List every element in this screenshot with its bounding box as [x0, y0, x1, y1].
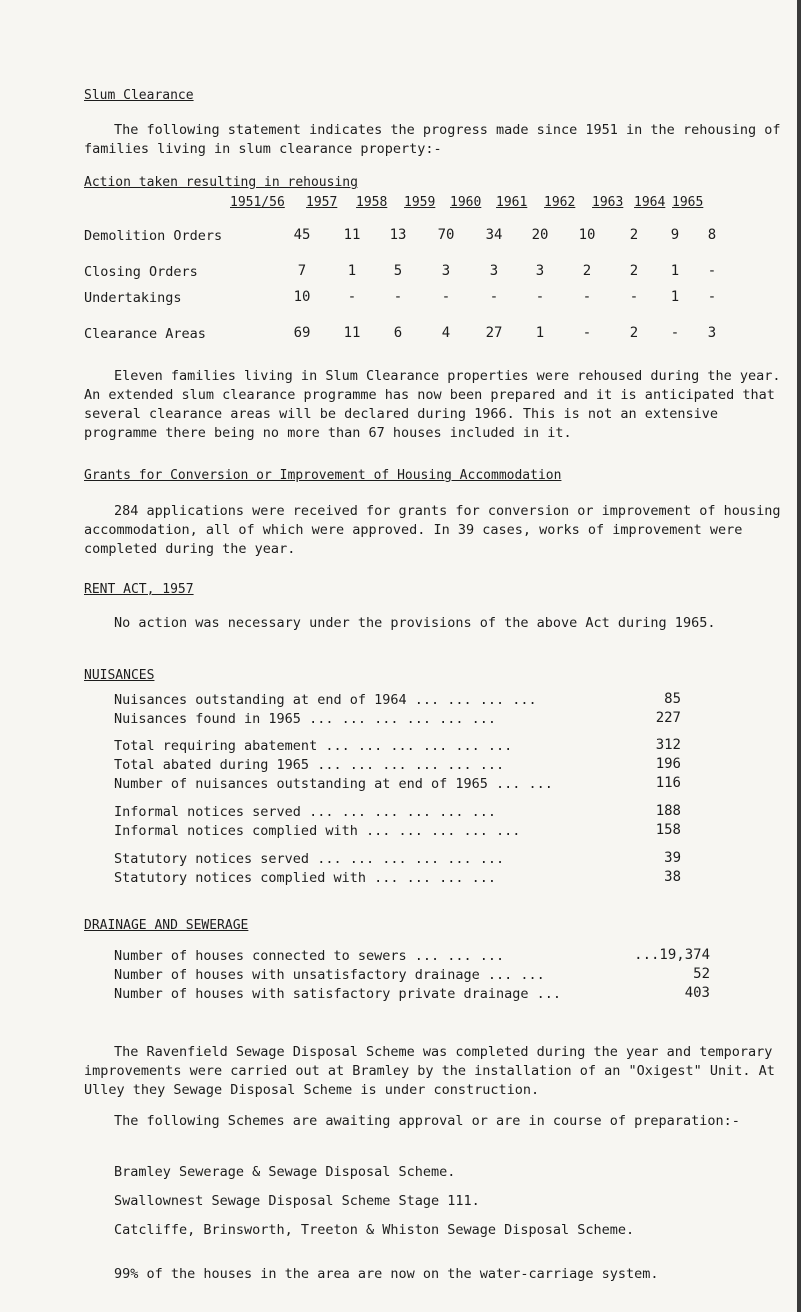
schemes-intro: The following Schemes are awaiting approval or are in course of preparation:- — [114, 1113, 740, 1129]
final-paragraph: 99% of the houses in the area are now on the water-carriage system. — [114, 1266, 659, 1282]
grants-paragraph: 284 applications were received for grants for conversion or improvement of housing accommodation, all of which were approved. In 39 cases, works of improvement were completed during the year. — [84, 503, 781, 557]
drainage-label: Number of houses with unsatisfactory drainage ... ... — [114, 967, 545, 983]
table-cell: 1 — [670, 289, 680, 305]
nuisance-label: Total requiring abatement ... ... ... ... ... ... — [114, 738, 513, 754]
table-cell: - — [670, 325, 680, 341]
table-cell: 2 — [629, 325, 639, 341]
table-cell: 6 — [393, 325, 403, 341]
table-cell: - — [347, 289, 357, 305]
table-cell: 4 — [441, 325, 451, 341]
year-header: 1965 — [672, 195, 704, 210]
table-cell: 5 — [393, 263, 403, 279]
table-cell: - — [582, 325, 592, 341]
table-cell: - — [393, 289, 403, 305]
table-cell: - — [582, 289, 592, 305]
intro-paragraph: The following statement indicates the progress made since 1951 in the rehousing of families living in slum clearance property:- — [84, 122, 781, 157]
table-row-label: Closing Orders — [84, 264, 198, 280]
nuisance-value: 312 — [655, 737, 681, 753]
nuisance-label: Nuisances found in 1965 ... ... ... ... ... ... — [114, 711, 497, 727]
nuisance-label: Nuisances outstanding at end of 1964 ... ... ... ... — [114, 692, 537, 708]
year-header: 1964 — [634, 195, 666, 210]
table-cell: 1 — [535, 325, 545, 341]
table-cell: 13 — [389, 227, 407, 243]
slum-paragraph: Eleven families living in Slum Clearance properties were rehoused during the year. An extended slum clearance programme has now been prepared and it is anticipated that several clearance areas will be declared during 1966. This is not an extensive programme there being no more than 67 houses included in it. — [84, 368, 781, 441]
rent-act-heading: RENT ACT, 1957 — [84, 582, 194, 597]
nuisance-label: Informal notices served ... ... ... ... ... ... — [114, 804, 497, 820]
table-cell: 69 — [293, 325, 311, 341]
table-cell: 1 — [670, 263, 680, 279]
table-cell: 10 — [578, 227, 596, 243]
scheme-item: Catcliffe, Brinsworth, Treeton & Whiston Sewage Disposal Scheme. — [114, 1222, 635, 1238]
table-cell: 20 — [531, 227, 549, 243]
year-header: 1961 — [496, 195, 528, 210]
nuisance-value: 158 — [655, 822, 681, 838]
table-cell: 9 — [670, 227, 680, 243]
table-cell: - — [441, 289, 451, 305]
nuisance-label: Total abated during 1965 ... ... ... ... ... ... — [114, 757, 505, 773]
nuisances-heading: NUISANCES — [84, 668, 155, 683]
table-cell: 3 — [441, 263, 451, 279]
year-header: 1951/56 — [230, 195, 285, 210]
scheme-item: Bramley Sewerage & Sewage Disposal Scheme. — [114, 1164, 456, 1180]
table-cell: - — [629, 289, 639, 305]
nuisance-value: 38 — [664, 869, 681, 885]
table-cell: 11 — [343, 325, 361, 341]
nuisance-label: Statutory notices served ... ... ... ... ... ... — [114, 851, 505, 867]
table-cell: 3 — [707, 325, 717, 341]
nuisance-value: 85 — [664, 691, 681, 707]
year-header: 1962 — [544, 195, 576, 210]
nuisance-label: Number of nuisances outstanding at end of 1965 ... ... — [114, 776, 553, 792]
scheme-item: Swallownest Sewage Disposal Scheme Stage 111. — [114, 1193, 480, 1209]
table-row-label: Demolition Orders — [84, 228, 223, 244]
nuisance-value: 39 — [664, 850, 681, 866]
table-cell: - — [707, 289, 717, 305]
nuisance-value: 227 — [655, 710, 681, 726]
table-cell: 10 — [293, 289, 311, 305]
year-header: 1957 — [306, 195, 338, 210]
table-cell: 2 — [629, 227, 639, 243]
nuisance-value: 196 — [655, 756, 681, 772]
year-header: 1963 — [592, 195, 624, 210]
nuisance-label: Informal notices complied with ... ... ... ... ... — [114, 823, 521, 839]
table-cell: 7 — [297, 263, 307, 279]
table-cell: 3 — [489, 263, 499, 279]
year-header: 1960 — [450, 195, 482, 210]
table-cell: 8 — [707, 227, 717, 243]
drainage-heading: DRAINAGE AND SEWERAGE — [84, 918, 249, 933]
drainage-value: ...19,374 — [634, 947, 710, 963]
page-edge-shadow — [797, 0, 801, 1312]
drainage-value: 403 — [684, 985, 710, 1001]
action-heading: Action taken resulting in rehousing — [84, 175, 358, 190]
table-cell: 27 — [485, 325, 503, 341]
table-cell: 34 — [485, 227, 503, 243]
table-cell: - — [707, 263, 717, 279]
nuisance-value: 116 — [655, 775, 681, 791]
table-cell: 70 — [437, 227, 455, 243]
table-cell: 45 — [293, 227, 311, 243]
table-cell: 3 — [535, 263, 545, 279]
table-cell: 2 — [629, 263, 639, 279]
table-row-label: Clearance Areas — [84, 326, 206, 342]
table-cell: 2 — [582, 263, 592, 279]
year-header: 1958 — [356, 195, 388, 210]
table-row-label: Undertakings — [84, 290, 182, 306]
nuisance-label: Statutory notices complied with ... ... ... ... — [114, 870, 497, 886]
table-cell: - — [489, 289, 499, 305]
grants-heading: Grants for Conversion or Improvement of Housing Accommodation — [84, 468, 562, 483]
table-cell: 1 — [347, 263, 357, 279]
table-cell: - — [535, 289, 545, 305]
drainage-value: 52 — [693, 966, 710, 982]
nuisance-value: 188 — [655, 803, 681, 819]
drainage-paragraph: The Ravenfield Sewage Disposal Scheme was completed during the year and temporary improvements were carried out at Bramley by the installation of an "Oxigest" Unit. At Ulley they Sewage Disposal Scheme is under construction. — [84, 1044, 775, 1098]
drainage-label: Number of houses connected to sewers ... ... ... — [114, 948, 505, 964]
year-header: 1959 — [404, 195, 436, 210]
drainage-label: Number of houses with satisfactory private drainage ... — [114, 986, 562, 1002]
table-cell: 11 — [343, 227, 361, 243]
page-title: Slum Clearance — [84, 88, 194, 103]
rent-act-paragraph: No action was necessary under the provisions of the above Act during 1965. — [114, 615, 716, 631]
